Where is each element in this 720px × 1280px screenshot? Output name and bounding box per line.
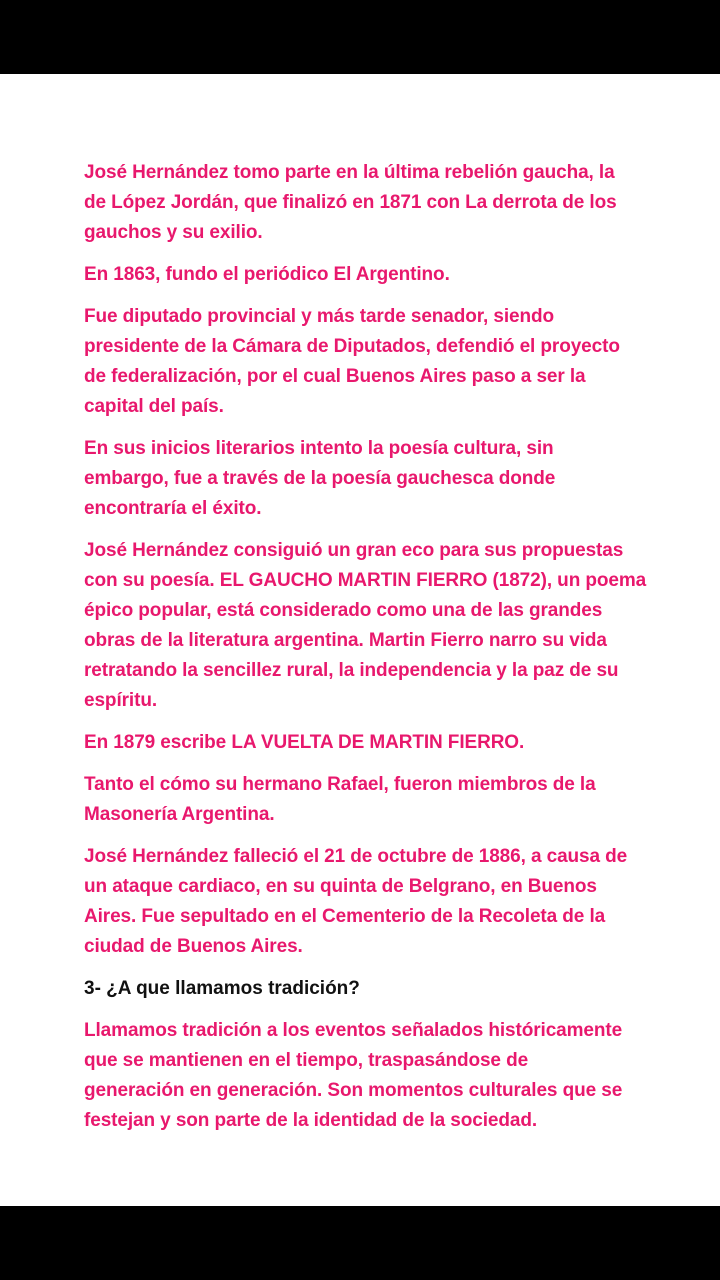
answer-paragraph: Llamamos tradición a los eventos señalados históricamente que se mantienen en el tiempo, traspasándose de generación en generación. Son momentos culturales que se festejan y son parte de la identidad de la sociedad. [84, 1020, 623, 1131]
question-heading: 3- ¿A que llamamos tradición? [84, 978, 360, 999]
paragraph-inicios-literarios: En sus inicios literarios intento la poesía cultura, sin embargo, fue a través de la poesía gauchesca donde encontraría el éxito. [84, 438, 556, 519]
top-black-bar [0, 0, 720, 74]
paragraph-el-argentino: En 1863, fundo el periódico El Argentino. [84, 264, 450, 285]
document-page [0, 74, 720, 1206]
paragraph-masoneria: Tanto el cómo su hermano Rafael, fueron miembros de la Masonería Argentina. [84, 774, 596, 825]
paragraph-fallecimiento: José Hernández falleció el 21 de octubre de 1886, a causa de un ataque cardiaco, en su quinta de Belgrano, en Buenos Aires. Fue sepultado en el Cementerio de la Recoleta de la ciudad de Buenos Aires. [84, 846, 628, 957]
document-content [84, 158, 684, 1148]
paragraph-diputado: Fue diputado provincial y más tarde senador, siendo presidente de la Cámara de Diputados, defendió el proyecto de federalización, por el cual Buenos Aires paso a ser la capital del país. [84, 306, 620, 417]
paragraph-la-vuelta: En 1879 escribe LA VUELTA DE MARTIN FIERRO. [84, 732, 525, 753]
paragraph-rebellion: José Hernández tomo parte en la última rebelión gaucha, la de López Jordán, que finalizó en 1871 con La derrota de los gauchos y su exilio. [84, 162, 617, 243]
paragraph-martin-fierro: José Hernández consiguió un gran eco para sus propuestas con su poesía. EL GAUCHO MARTIN FIERRO (1872), un poema épico popular, está considerado como una de las grandes obras de la literatura argentina. Martin Fierro narro su vida retratando la sencillez rural, la independencia y la paz de su espíritu. [84, 540, 647, 711]
bottom-black-bar [0, 1206, 720, 1280]
